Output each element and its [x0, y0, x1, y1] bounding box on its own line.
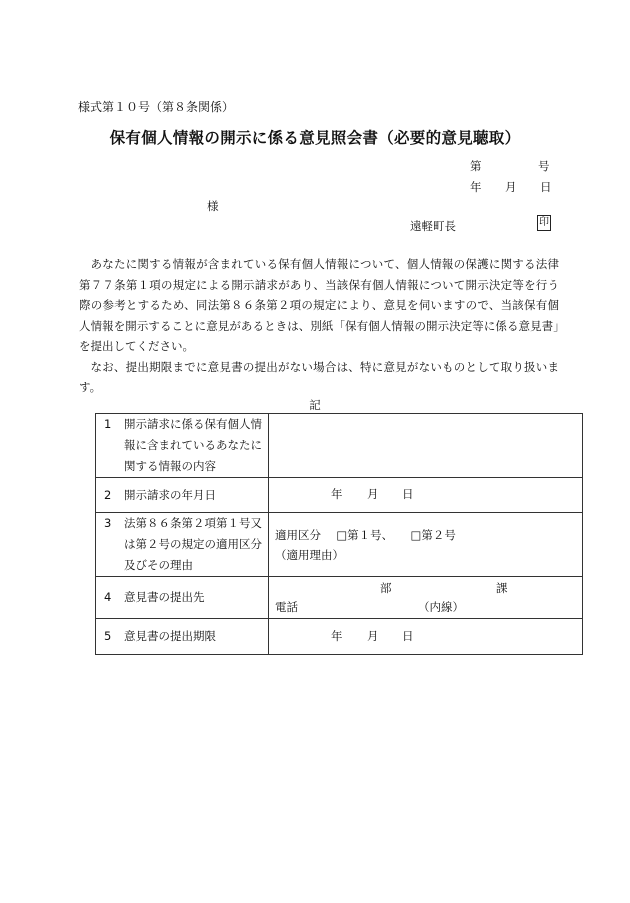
- seal-mark: 印: [537, 215, 551, 231]
- information-content-field[interactable]: [269, 414, 583, 478]
- date-month-label: 月: [367, 487, 379, 501]
- category-option-1-checkbox[interactable]: □第１号、: [336, 527, 394, 542]
- row-number: 3: [104, 516, 112, 530]
- section-label: 課: [496, 581, 508, 595]
- body-paragraph-2: なお、提出期限までに意見書の提出がない場合は、特に意見がないものとして取り扱います。: [79, 359, 559, 394]
- addressee-suffix: 様: [207, 199, 219, 213]
- body-text: [79, 254, 559, 398]
- submission-deadline-field[interactable]: [269, 619, 583, 655]
- date-month-label: 月: [367, 629, 379, 643]
- row-label-cell: [96, 513, 269, 577]
- date-year-label: 年: [331, 487, 343, 501]
- row-label-cell: [96, 577, 269, 619]
- department-label: 部: [380, 581, 392, 595]
- row-number: 2: [104, 487, 112, 502]
- row-label: 法第８６条第２項第１号又は第２号の規定の適用区分及びその理由: [124, 516, 262, 572]
- date-year-label: 年: [331, 629, 343, 643]
- table-row-information-content: [96, 414, 583, 478]
- extension-label: （内線）: [418, 600, 464, 614]
- category-label: 適用区分: [275, 527, 321, 542]
- sender-name: 遠軽町長: [410, 219, 456, 233]
- category-option-2-checkbox[interactable]: □第２号: [410, 527, 456, 542]
- row-number: 4: [104, 590, 112, 604]
- row-label-cell: [96, 478, 269, 513]
- row-label-cell: [96, 619, 269, 655]
- table-row-submission-destination: [96, 577, 583, 619]
- ki-heading: 記: [309, 398, 321, 412]
- issue-month-label: 月: [505, 180, 517, 194]
- body-paragraph-1: あなたに関する情報が含まれている保有個人情報について、個人情報の保護に関する法律第７７条第１項の規定による開示請求があり、当該保有個人情報について開示決定等を行う際の参考とするため、同法第８６条第２項の規定により、意見を伺いますので、当該保有個人情報を開示することに意見があるときは、別紙「保有個人情報の開示決定等に係る意見書」を提出してください。: [79, 257, 559, 353]
- table-row-request-date: [96, 478, 583, 513]
- reason-label: （適用理由）: [275, 547, 344, 562]
- request-date-field[interactable]: [269, 478, 583, 513]
- issue-day-label: 日: [540, 180, 552, 194]
- document-number-suffix: 号: [538, 159, 550, 173]
- document-number-prefix: 第: [470, 159, 482, 173]
- row-number: 1: [104, 417, 112, 431]
- date-day-label: 日: [402, 629, 414, 643]
- row-label-cell: [96, 414, 269, 478]
- table-row-submission-deadline: [96, 619, 583, 655]
- document-title: 保有個人情報の開示に係る意見照会書（必要的意見聴取）: [109, 129, 521, 147]
- phone-label: 電話: [275, 600, 298, 614]
- issue-year-label: 年: [470, 180, 482, 194]
- details-table: [95, 413, 583, 655]
- row-label: 開示請求に係る保有個人情報に含まれているあなたに関する情報の内容: [124, 417, 262, 473]
- submission-destination-field[interactable]: [269, 577, 583, 619]
- applicable-category-field: [269, 513, 583, 577]
- date-day-label: 日: [402, 487, 414, 501]
- form-number: 様式第１０号（第８条関係）: [78, 100, 235, 114]
- row-label: 意見書の提出先: [124, 590, 205, 604]
- row-label: 開示請求の年月日: [124, 487, 216, 502]
- row-number: 5: [104, 629, 112, 643]
- row-label: 意見書の提出期限: [124, 629, 216, 643]
- table-row-applicable-category: [96, 513, 583, 577]
